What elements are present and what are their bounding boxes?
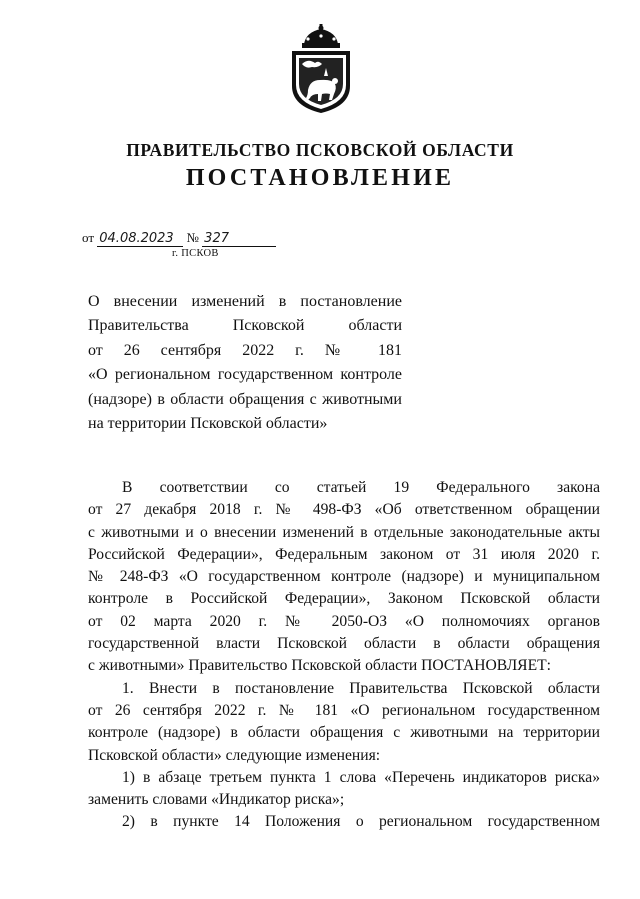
body-line: Российской Федерации», Федеральным законом от 31 июля 2020 г.	[88, 545, 600, 563]
subject-line: Правительства Псковской области	[88, 317, 402, 335]
date-prefix: от	[82, 230, 95, 245]
body-line: заменить словами «Индикатор риска»;	[88, 791, 345, 809]
pskov-coat-of-arms-icon	[288, 24, 354, 114]
subject-line: «О региональном государственном контроле	[88, 366, 402, 384]
number-handwritten: 327	[202, 232, 276, 247]
subject-line: (надзоре) в области обращения с животными	[88, 390, 402, 408]
subject-line: на территории Псковской области»	[88, 415, 328, 433]
body-line: контроле в Российской Федерации», Законом Псковской области	[88, 590, 600, 608]
dateline	[82, 230, 276, 247]
document-type-title: ПОСТАНОВЛЕНИЕ	[185, 165, 455, 191]
body-line: от 26 сентября 2022 г. № 181 «О региональном государственном	[88, 701, 600, 719]
body-line: с животными» Правительство Псковской области ПОСТАНОВЛЯЕТ:	[88, 657, 551, 675]
subject-line: О внесении изменений в постановление	[88, 293, 402, 310]
body-line: контроле (надзоре) в области обращения с животными на территории	[88, 724, 600, 742]
body-line: № 248-ФЗ «О государственном контроле (надзоре) и муниципальном	[88, 568, 600, 586]
date-handwritten: 04.08.2023	[97, 232, 183, 247]
subject-line: от 26 сентября 2022 г. № 181	[88, 341, 402, 359]
body-line: 1) в абзаце третьем пункта 1 слова «Перечень индикаторов риска»	[122, 768, 600, 786]
city-label: г. ПСКОВ	[172, 248, 219, 259]
document-subject	[88, 290, 402, 436]
document-body	[88, 477, 600, 834]
body-line: 2) в пункте 14 Положения о региональном государственном	[122, 813, 600, 831]
body-line: от 27 декабря 2018 г. № 498-ФЗ «Об ответственном обращении	[88, 501, 600, 519]
body-line: В соответствии со статьей 19 Федерального закона	[122, 479, 600, 496]
body-line: с животными и о внесении изменений в отдельные законодательные акты	[88, 523, 600, 541]
body-line: 1. Внести в постановление Правительства Псковской области	[122, 679, 600, 697]
organization-name: ПРАВИТЕЛЬСТВО ПСКОВСКОЙ ОБЛАСТИ	[126, 140, 514, 160]
body-line: Псковской области» следующие изменения:	[88, 746, 381, 764]
body-line: от 02 марта 2020 г. № 2050-ОЗ «О полномочиях органов	[88, 612, 600, 630]
body-line: государственной власти Псковской области в области обращения	[88, 635, 600, 653]
number-sign: №	[186, 230, 199, 245]
